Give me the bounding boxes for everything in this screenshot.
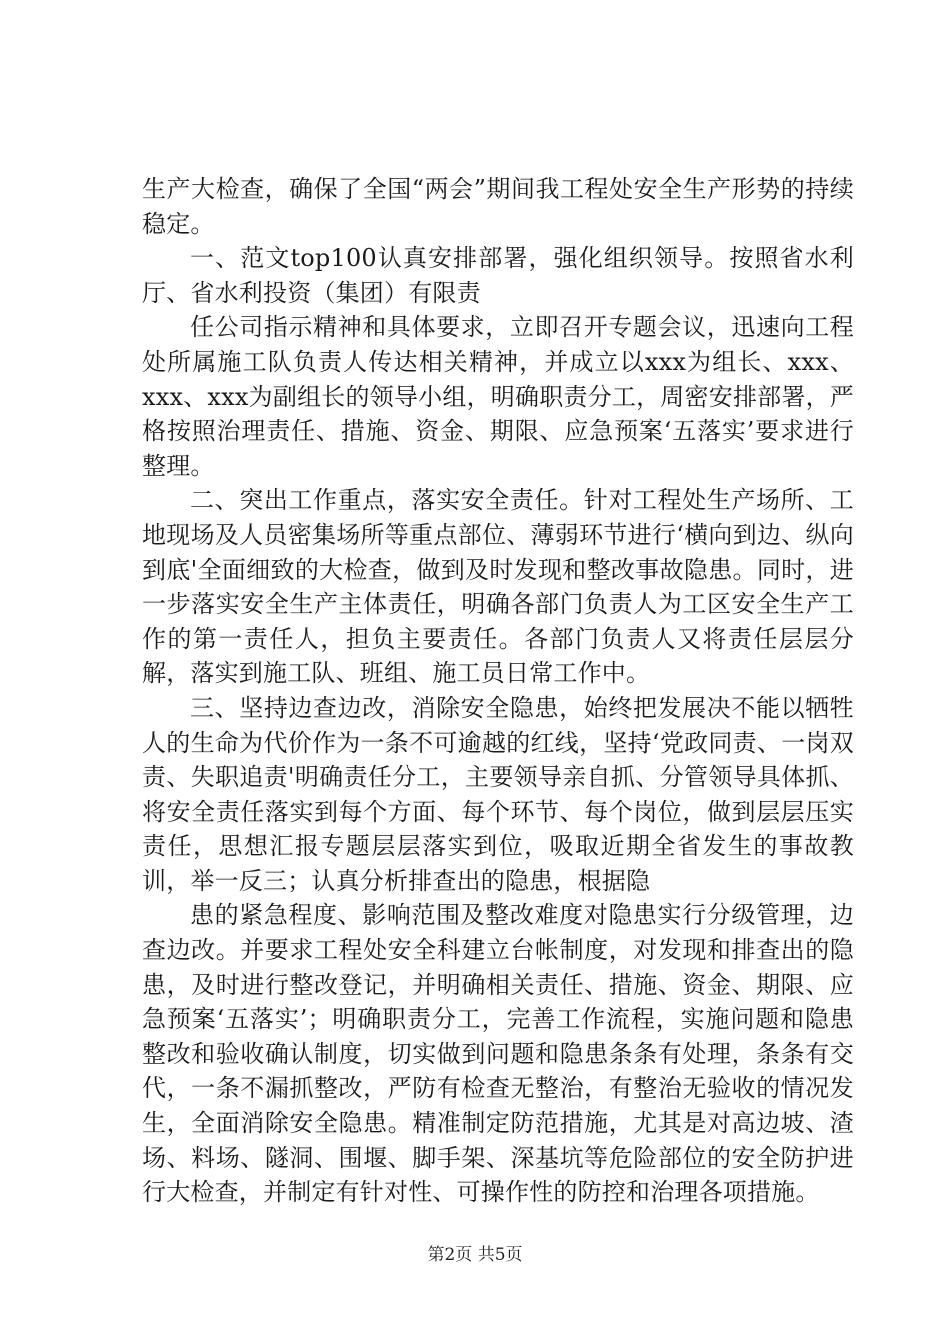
paragraph-section-2: 二、突出工作重点，落实安全责任。针对工程处生产场所、工地现场及人员密集场所等重点部位、薄弱环节进行‘横向到边、纵向到底'全面细致的大检查，做到及时发现和整改事故隐患。同时，进一步落实安全生产主体责任，明确各部门负责人为工区安全生产工作的第一责任人，担负主要责任。各部门负责人又将责任层层分解，落实到施工队、班组、施工员日常工作中。 — [142, 486, 854, 688]
paragraph-section-3-continued: 患的紧急程度、影响范围及整改难度对隐患实行分级管理，边查边改。并要求工程处安全科建立台帐制度，对发现和排查出的隐患，及时进行整改登记，并明确相关责任、措施、资金、期限、应急预案‘五落实’；明确职责分工，完善工作流程，实施问题和隐患整改和验收确认制度，切实做到问题和隐患条条有处理，条条有交代，一条不漏抓整改，严防有检查无整治，有整治无验收的情况发生，全面消除安全隐患。精准制定防范措施，尤其是对高边坡、渣场、料场、隧洞、围堰、脚手架、深基坑等危险部位的安全防护进行大检查，并制定有针对性、可操作性的防控和治理各项措施。 — [142, 901, 854, 1207]
page-number-footer: 第2页 共5页 — [427, 1245, 523, 1265]
paragraph-section-3: 三、坚持边查边改，消除安全隐患，始终把发展决不能以牺牲人的生命为代价作为一条不可逾越的红线，坚持‘党政同责、一岗双责、失职追责'明确责任分工，主要领导亲自抓、分管领导具体抓、将安全责任落实到每个方面、每个环节、每个岗位，做到层层压实责任，思想汇报专题层层落实到位，吸取近期全省发生的事故教训，举一反三；认真分析排查出的隐患，根据隐 — [142, 693, 854, 895]
paragraph-section-1-heading: 一、范文top100认真安排部署，强化组织领导。按照省水利厅、省水利投资（集团）有限责 — [142, 244, 854, 307]
paragraph-continuation: 生产大检查，确保了全国“两会”期间我工程处安全生产形势的持续稳定。 — [142, 175, 854, 238]
document-body — [142, 172, 854, 1210]
paragraph-section-1-body: 任公司指示精神和具体要求，立即召开专题会议，迅速向工程处所属施工队负责人传达相关精神，并成立以xxx为组长、xxx、xxx、xxx为副组长的领导小组，明确职责分工，周密安排部署，严格按照治理责任、措施、资金、期限、应急预案‘五落实’要求进行整理。 — [142, 313, 854, 480]
